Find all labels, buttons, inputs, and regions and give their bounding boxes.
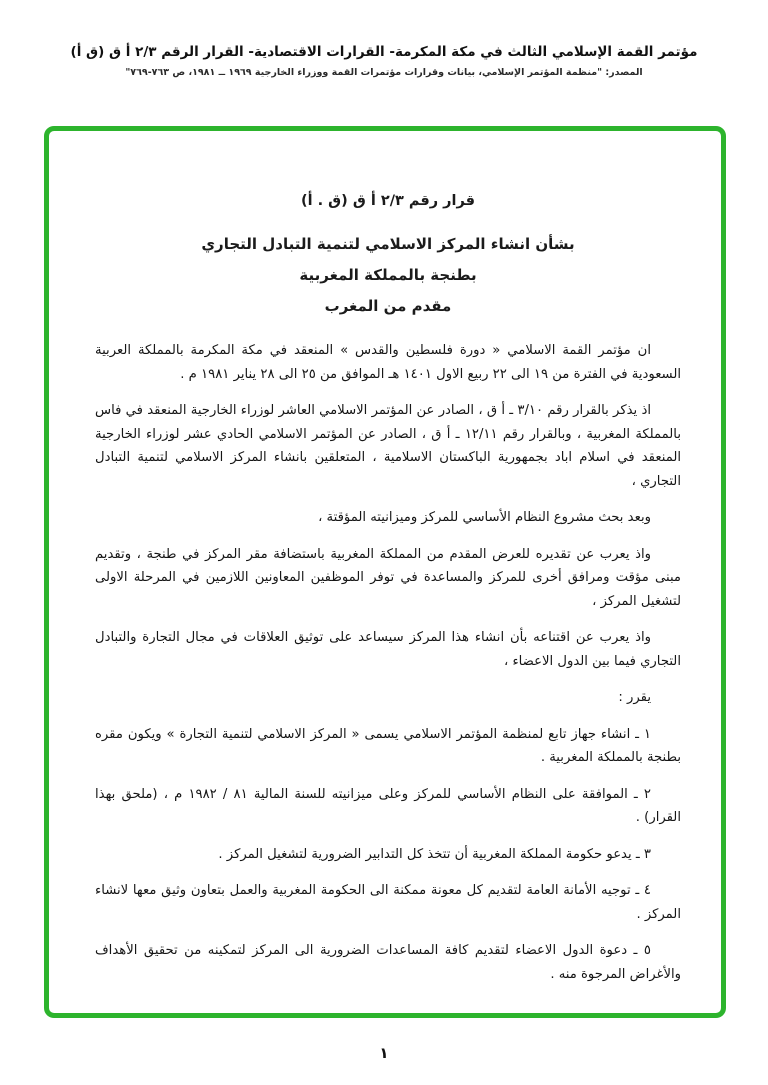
resolution-body: [95, 339, 681, 986]
resolution-heading: [95, 193, 681, 315]
resolution-presenter: مقدم من المغرب: [324, 297, 452, 315]
document-frame: [44, 126, 726, 1018]
decision-item-4: ٤ ـ توجيه الأمانة العامة لتقديم كل معونة ممكنة الى الحكومة المغربية والعمل بتعاون وثيق معها لانشاء المركز .: [95, 883, 681, 922]
page-number: ١: [379, 1044, 389, 1062]
resolution-subject: بشأن انشاء المركز الاسلامي لتنمية التبادل التجاري: [201, 235, 575, 253]
paragraph-preamble: ان مؤتمر القمة الاسلامي « دورة فلسطين والقدس » المنعقد في مكة المكرمة بالمملكة العربية السعودية في الفترة من ١٩ الى ٢٢ ربيع الاول ١٤٠١ هـ الموافق من ٢٥ الى ٢٨ يناير ١٩٨١ م .: [95, 343, 681, 382]
paragraph-recalls-resolutions: اذ يذكر بالقرار رقم ٣/١٠ ـ أ ق ، الصادر عن المؤتمر الاسلامي العاشر لوزراء الخارجية المنعقد في فاس بالمملكة المغربية ، وبالقرار رقم ١٢/١١ ـ أ ق ، الصادر عن المؤتمر الاسلامي الحادي عشر لوزراء الخارجية المنعقد في اسلام اباد بجمهورية الباكستان الاسلامية ، المتعلقين بانشاء المركز الاسلامي لتنمية التبادل التجاري ،: [95, 403, 681, 489]
resolution-number: قرار رقم ٢/٣ أ ق (ق . أ): [300, 193, 475, 209]
document-masthead: [0, 0, 768, 78]
decision-item-1: ١ ـ انشاء جهاز تابع لمنظمة المؤتمر الاسلامي يسمى « المركز الاسلامي لتنمية التجارة » ويكون مقره بطنجة بالمملكة المغربية .: [95, 726, 681, 765]
decides-label: يقرر :: [618, 690, 651, 705]
resolution-location: بطنجة بالمملكة المغربية: [299, 266, 477, 284]
paragraph-statute-review: وبعد بحث مشروع النظام الأساسي للمركز وميزانيته المؤقتة ،: [318, 510, 651, 525]
decision-item-2: ٢ ـ الموافقة على النظام الأساسي للمركز وعلى ميزانيته للسنة المالية ٨١ / ١٩٨٢ م ، (ملحق بهذا القرار) .: [95, 786, 681, 825]
masthead-source: المصدر: "منظمة المؤتمر الإسلامي، بيانات وقرارات مؤتمرات القمة ووزراء الخارجية ١٩٦٩ ــ ١٩٨١، ص ٧٦٣-٧٦٩": [125, 67, 643, 78]
paragraph-conviction: واذ يعرب عن اقتناعه بأن انشاء هذا المركز سيساعد على توثيق العلاقات في مجال التجارة والتبادل التجاري فيما بين الدول الاعضاء ،: [95, 630, 681, 669]
decision-item-3: ٣ ـ يدعو حكومة المملكة المغربية أن تتخذ كل التدابير الضرورية لتشغيل المركز .: [218, 846, 651, 862]
decision-item-5: ٥ ـ دعوة الدول الاعضاء لتقديم كافة المساعدات الضرورية الى المركز لتمكينه من تحقيق الأهداف والأغراض المرجوة منه .: [95, 943, 681, 982]
paragraph-appreciation-morocco: واذ يعرب عن تقديره للعرض المقدم من المملكة المغربية باستضافة مقر المركز في طنجة ، وتقديم مبنى مؤقت ومرافق أخرى للمركز والمساعدة في توفر الموظفين المعاونين اللازمين في المرحلة الاولى لتشغيل المركز ،: [95, 546, 681, 609]
masthead-title: مؤتمر القمة الإسلامي الثالث في مكة المكرمة- القرارات الاقتصادية- القرار الرقم ٢/٣ أ ق (ق أ): [70, 44, 698, 60]
